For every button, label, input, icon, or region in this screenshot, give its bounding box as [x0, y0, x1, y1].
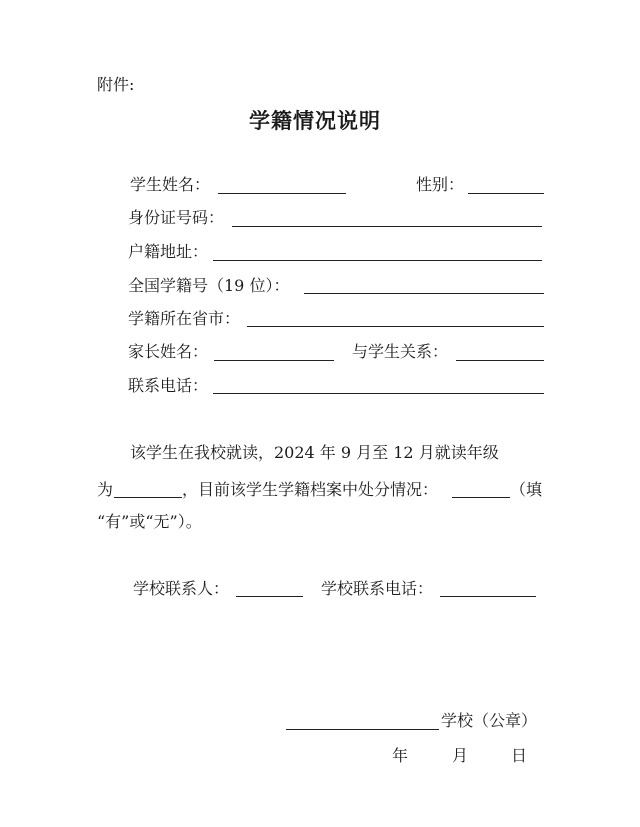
student-name-label: 学生姓名：	[130, 175, 211, 194]
parent-name-label: 家长姓名：	[128, 342, 209, 361]
body-line-2-middle: ，目前该学生学籍档案中处分情况：	[182, 480, 439, 499]
date-day-label: 日	[511, 746, 528, 765]
parent-name-blank[interactable]	[214, 360, 334, 361]
date-month-label: 月	[452, 746, 469, 765]
grade-blank[interactable]	[114, 497, 182, 498]
relation-blank[interactable]	[456, 360, 544, 361]
household-address-label: 户籍地址：	[128, 242, 209, 261]
date-year-label: 年	[392, 746, 409, 765]
gender-label: 性别：	[416, 175, 465, 194]
body-line-3: “有”或“无”）。	[97, 512, 202, 531]
discipline-blank[interactable]	[452, 497, 510, 498]
national-student-id-label: 全国学籍号（19 位）：	[128, 276, 290, 295]
school-seal-blank[interactable]	[286, 729, 439, 730]
national-student-id-blank[interactable]	[304, 293, 544, 294]
school-phone-blank[interactable]	[440, 596, 536, 597]
contact-phone-label: 联系电话：	[128, 376, 209, 395]
body-line-1: 该学生在我校就读，2024 年 9 月至 12 月就读年级	[130, 443, 499, 462]
school-contact-label: 学校联系人：	[133, 579, 230, 598]
id-number-blank[interactable]	[232, 226, 542, 227]
school-seal-label: 学校（公章）	[441, 711, 538, 730]
contact-phone-blank[interactable]	[213, 393, 544, 394]
relation-label: 与学生关系：	[352, 342, 449, 361]
enrollment-province-label: 学籍所在省市：	[128, 309, 241, 328]
school-phone-label: 学校联系电话：	[321, 579, 434, 598]
gender-blank[interactable]	[468, 193, 544, 194]
id-number-label: 身份证号码：	[128, 208, 225, 227]
body-line-2-start: 为	[97, 480, 114, 499]
body-line-2-end: （填	[510, 480, 543, 499]
school-contact-blank[interactable]	[236, 596, 303, 597]
document-title: 学籍情况说明	[249, 108, 381, 133]
enrollment-province-blank[interactable]	[247, 326, 544, 327]
student-name-blank[interactable]	[218, 193, 346, 194]
household-address-blank[interactable]	[213, 260, 542, 261]
attachment-label: 附件:	[97, 75, 135, 94]
